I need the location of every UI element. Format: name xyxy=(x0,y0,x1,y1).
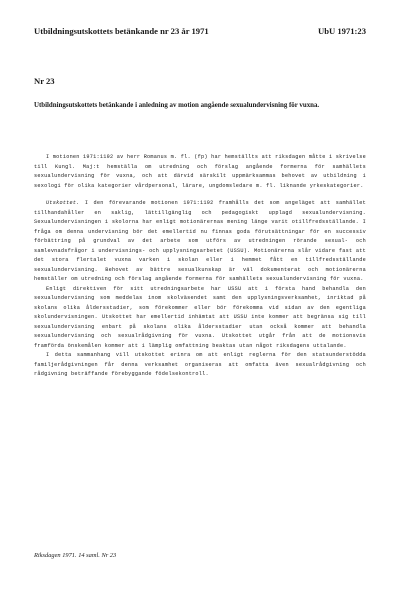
page-footer: Riksdagen 1971. 14 saml. Nr 23 xyxy=(34,552,117,559)
header-title: Utbildningsutskottets betänkande nr 23 år 1971 xyxy=(34,26,209,36)
report-title: Utbildningsutskottets betänkande i anledning av motion angående sexualundervisning för vuxna. xyxy=(34,102,320,109)
paragraph-directives: Enligt direktiven för sitt utredningsarbete har USSU att i första hand behandla den sexualundervisning som meddelas inom skolväsendet samt den upplysningsverksamhet, inriktad på skolans olika åldersstadier, som förekommer eller bör förekomma vid sidan av den egentliga skolundervisningen. Utskottet har emellertid inhämtat att USSU inte kommer att begränsa sig till sexualundervisning enbart på skolans olika åldersstadier utan också kommer att behandla sexualundervisning och sexualrådgivning för vuxna. Utskottet utgår från att de motionsvis framförda önskemålen kommer att i lämplig omfattning beaktas utan något riksdagens uttalande. xyxy=(34,285,366,349)
paragraph-counselling: I detta sammanhang vill utskottet erinra om att enligt reglerna för den statsunderstödda familjerådgivningen får denna verksamhet organiseras att omfatta även sexualrådgivning och rådgivning beträffande förebyggande födelsekontroll. xyxy=(34,352,366,377)
paragraph-motion: I motionen 1971:1192 av herr Romanus m. fl. (fp) har hemställts att riksdagen måtte i skrivelse till Kungl. Maj:t hemställa om utredning och förslag angående formerna för samhällets sexualundervisning för vuxna, och att därvid särskilt uppmärksammas behovet av utbildning i sexologi för olika kategorier vårdpersonal, lärare, ungdomsledare m. fl. liknande yrkeskategorier. xyxy=(34,154,366,189)
committee-text: I den förevarande motionen 1971:1192 framhålls det som angeläget att samhället tillhandahåller en saklig, lättillgänglig och pedagogiskt upplagd sexualundervisning. Sexualundervisningen i skolorna har enligt motionärernas mening länge varit otillfredsställande. I fråga om denna undervisning bör det emellertid nu finnas goda förutsättningar för en successiv förbättring på grundval av det arbete som utförs av utredningen rörande sexual- och samlevnadsfrågor i undervisnings- och upplysningsarbetet (USSU). Motionärerna slår vidare fast att det stora flertalet vuxna varken i skolan eller i hemmet fått en tillfredsställande sexualundervisning. Behovet av bättre sexualkunskap är väl dokumenterat och motionärerna hemställer om utredning och förslag angående formerna för samhällets sexualundervisning för vuxna. xyxy=(34,200,366,282)
report-number: Nr 23 xyxy=(34,76,55,86)
paragraph-committee xyxy=(34,199,366,285)
body-text xyxy=(34,153,366,380)
committee-lead: Utskottet. xyxy=(46,200,80,206)
running-header xyxy=(34,26,366,36)
header-reference: UbU 1971:23 xyxy=(318,26,366,36)
